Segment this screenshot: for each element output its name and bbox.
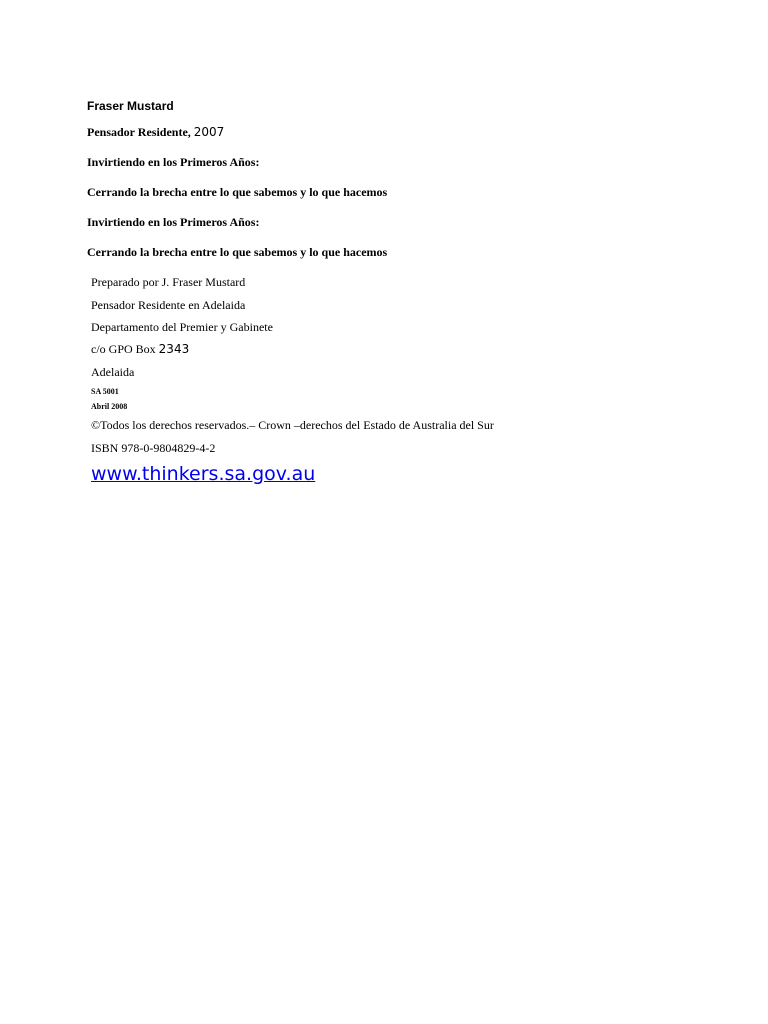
- title-heading-4: Cerrando la brecha entre lo que sabemos y lo que hacemos: [87, 245, 388, 259]
- isbn-label: ISBN: [91, 441, 122, 455]
- po-box-number: 2343: [158, 342, 190, 356]
- subtitle-year: 2007: [193, 125, 225, 139]
- copyright-notice: ©Todos los derechos reservados.– Crown –derechos del Estado de Australia del Sur: [91, 418, 494, 432]
- po-box: [91, 343, 189, 355]
- isbn-number: 978-0-9804829-4-2: [121, 441, 216, 455]
- department: Departamento del Premier y Gabinete: [91, 320, 273, 334]
- subtitle-text: Pensador Residente,: [87, 125, 194, 139]
- postcode: SA 5001: [91, 387, 119, 396]
- author-name: Fraser Mustard: [87, 99, 174, 113]
- document-subtitle: [87, 126, 224, 138]
- author-role: Pensador Residente en Adelaida: [91, 298, 246, 312]
- prepared-by: Preparado por J. Fraser Mustard: [91, 275, 246, 289]
- title-heading-2: Cerrando la brecha entre lo que sabemos y lo que hacemos: [87, 185, 388, 199]
- publication-date: Abril 2008: [91, 402, 128, 411]
- po-box-prefix: c/o GPO Box: [91, 342, 159, 356]
- website-link[interactable]: www.thinkers.sa.gov.au: [91, 463, 316, 485]
- title-heading-1: Invirtiendo en los Primeros Años:: [87, 155, 260, 169]
- title-heading-3: Invirtiendo en los Primeros Años:: [87, 215, 260, 229]
- city: Adelaida: [91, 365, 135, 379]
- isbn: [91, 442, 215, 454]
